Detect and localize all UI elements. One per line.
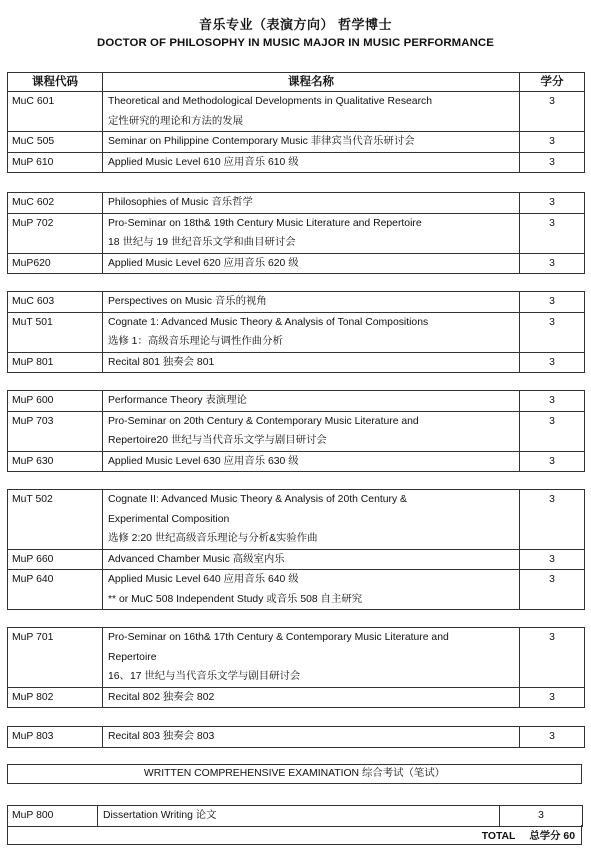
course-name bbox=[103, 213, 520, 253]
header-course-code: 课程代码 bbox=[8, 73, 103, 92]
course-name-line: Seminar on Philippine Contemporary Music 菲律宾当代音乐研讨会 bbox=[108, 136, 415, 147]
course-name bbox=[103, 570, 520, 610]
table-row bbox=[8, 411, 585, 451]
course-name-line: Experimental Composition bbox=[108, 513, 230, 525]
course-credits: 3 bbox=[520, 312, 585, 352]
course-code: MuP 701 bbox=[8, 628, 103, 688]
page-title-cn: 音乐专业（表演方向） 哲学博士 bbox=[198, 17, 393, 32]
table-row bbox=[8, 292, 585, 313]
course-credits: 3 bbox=[520, 132, 585, 153]
course-credits: 3 bbox=[520, 292, 585, 313]
course-name-line: Theoretical and Methodological Developments in Qualitative Research bbox=[108, 96, 433, 107]
course-name-line: Cognate 1: Advanced Music Theory & Analysis of Tonal Compositions bbox=[108, 316, 429, 328]
course-block-table bbox=[7, 726, 585, 748]
course-name bbox=[103, 92, 520, 132]
course-name bbox=[103, 628, 520, 688]
table-row bbox=[8, 92, 585, 132]
course-name bbox=[103, 352, 520, 373]
table-row bbox=[8, 451, 585, 472]
course-block-table bbox=[7, 192, 585, 274]
course-credits: 3 bbox=[520, 152, 585, 173]
total-label bbox=[468, 827, 575, 842]
course-code: MuC 601 bbox=[8, 92, 103, 132]
course-name-line: Pro-Seminar on 18th& 19th Century Music Literature and Repertoire bbox=[108, 217, 422, 229]
table-row bbox=[8, 152, 585, 173]
course-code: MuP 703 bbox=[8, 411, 103, 451]
course-credits: 3 bbox=[520, 411, 585, 451]
course-name bbox=[103, 391, 520, 412]
course-code: MuT 501 bbox=[8, 312, 103, 352]
course-name bbox=[103, 152, 520, 173]
course-name-line: 选修 1：高级音乐理论与调性作曲分析 bbox=[108, 336, 283, 347]
course-name-line: Applied Music Level 620 应用音乐 620 级 bbox=[108, 257, 299, 269]
course-block-table bbox=[7, 390, 585, 472]
header-credits: 学分 bbox=[520, 73, 585, 92]
course-code: MuP 660 bbox=[8, 549, 103, 570]
course-name bbox=[103, 193, 520, 214]
course-name-line: Applied Music Level 640 应用音乐 640 级 bbox=[108, 574, 299, 585]
table-row bbox=[8, 391, 585, 412]
course-name bbox=[103, 687, 520, 708]
table-header-row bbox=[8, 73, 585, 92]
course-block-table bbox=[7, 489, 585, 610]
course-name-line: Advanced Chamber Music 高级室内乐 bbox=[108, 553, 285, 565]
course-credits: 3 bbox=[520, 391, 585, 412]
course-code: MuP 801 bbox=[8, 352, 103, 373]
course-credits: 3 bbox=[520, 352, 585, 373]
course-name bbox=[103, 292, 520, 313]
course-code: MuP 600 bbox=[8, 391, 103, 412]
table-row bbox=[8, 352, 585, 373]
table-row bbox=[8, 549, 585, 570]
course-code: MuC 602 bbox=[8, 193, 103, 214]
course-name-line: Recital 802 独奏会 802 bbox=[108, 691, 215, 703]
course-name-line: Perspectives on Music 音乐的视角 bbox=[108, 296, 267, 307]
course-block-table bbox=[7, 291, 585, 373]
course-name-line: ** or MuC 508 Independent Study 或音乐 508 自主研究 bbox=[108, 593, 363, 605]
total-label-en: TOTAL bbox=[481, 831, 516, 842]
course-name-line: Recital 801 独奏会 801 bbox=[108, 356, 215, 368]
table-row bbox=[8, 213, 585, 253]
course-credits: 3 bbox=[520, 570, 585, 610]
course-block-table bbox=[7, 627, 585, 708]
table-row bbox=[8, 628, 585, 688]
dissertation-table bbox=[7, 805, 583, 827]
course-credits: 3 bbox=[520, 193, 585, 214]
course-name-line: Recital 803 独奏会 803 bbox=[108, 731, 215, 742]
course-name-line: 选修 2:20 世纪高级音乐理论与分析&实验作曲 bbox=[108, 533, 318, 544]
table-row bbox=[8, 687, 585, 708]
course-name bbox=[103, 132, 520, 153]
course-code: MuC 505 bbox=[8, 132, 103, 153]
course-credits: 3 bbox=[520, 451, 585, 472]
course-name-line: Repertoire20 世纪与当代音乐文学与剧目研讨会 bbox=[108, 435, 327, 446]
course-name: Dissertation Writing 论文 bbox=[98, 806, 500, 827]
course-credits: 3 bbox=[520, 92, 585, 132]
course-name-line: Repertoire bbox=[108, 651, 157, 663]
course-credits: 3 bbox=[520, 727, 585, 748]
table-row bbox=[8, 806, 583, 827]
course-code: MuP 702 bbox=[8, 213, 103, 253]
course-credits: 3 bbox=[520, 253, 585, 274]
course-block-table bbox=[7, 72, 585, 173]
course-name-line: 18 世纪与 19 世纪音乐文学和曲目研讨会 bbox=[108, 237, 296, 248]
course-name-line: Applied Music Level 610 应用音乐 610 级 bbox=[108, 156, 299, 168]
header-course-name: 课程名称 bbox=[103, 73, 520, 92]
total-label-cn: 总学分 60 bbox=[529, 831, 575, 842]
course-name bbox=[103, 727, 520, 748]
course-credits: 3 bbox=[520, 213, 585, 253]
table-row bbox=[8, 490, 585, 550]
course-name-line: Cognate II: Advanced Music Theory & Analysis of 20th Century & bbox=[108, 494, 407, 505]
course-name bbox=[103, 253, 520, 274]
course-name bbox=[103, 411, 520, 451]
course-name-line: 16、17 世纪与当代音乐文学与剧目研讨会 bbox=[108, 671, 301, 682]
course-name bbox=[103, 312, 520, 352]
course-credits: 3 bbox=[520, 628, 585, 688]
course-code: MuP620 bbox=[8, 253, 103, 274]
course-code: MuP 800 bbox=[8, 806, 98, 827]
course-name-line: Applied Music Level 630 应用音乐 630 级 bbox=[108, 455, 299, 467]
exam-row: WRITTEN COMPREHENSIVE EXAMINATION 综合考试（笔试） bbox=[7, 764, 582, 784]
course-code: MuP 802 bbox=[8, 687, 103, 708]
course-credits: 3 bbox=[520, 549, 585, 570]
course-name-line: Pro-Seminar on 16th& 17th Century & Contemporary Music Literature and bbox=[108, 632, 449, 643]
table-row bbox=[8, 312, 585, 352]
course-name-line: 定性研究的理论和方法的发展 bbox=[108, 115, 244, 127]
course-credits: 3 bbox=[520, 687, 585, 708]
course-code: MuP 803 bbox=[8, 727, 103, 748]
course-credits: 3 bbox=[520, 490, 585, 550]
course-name-line: Philosophies of Music 音乐哲学 bbox=[108, 197, 253, 208]
course-code: MuP 640 bbox=[8, 570, 103, 610]
course-code: MuP 630 bbox=[8, 451, 103, 472]
course-code: MuT 502 bbox=[8, 490, 103, 550]
course-code: MuC 603 bbox=[8, 292, 103, 313]
course-credits: 3 bbox=[500, 806, 583, 827]
course-name-line: Performance Theory 表演理论 bbox=[108, 395, 247, 406]
table-row bbox=[8, 132, 585, 153]
course-name bbox=[103, 451, 520, 472]
table-row bbox=[8, 253, 585, 274]
course-name bbox=[103, 549, 520, 570]
table-row bbox=[8, 570, 585, 610]
course-code: MuP 610 bbox=[8, 152, 103, 173]
table-row bbox=[8, 193, 585, 214]
course-name-line: Pro-Seminar on 20th Century & Contemporary Music Literature and bbox=[108, 415, 419, 427]
course-name bbox=[103, 490, 520, 550]
page-title-en: DOCTOR OF PHILOSOPHY IN MUSIC MAJOR IN MUSIC PERFORMANCE bbox=[97, 37, 494, 49]
total-row bbox=[7, 825, 582, 845]
table-row bbox=[8, 727, 585, 748]
